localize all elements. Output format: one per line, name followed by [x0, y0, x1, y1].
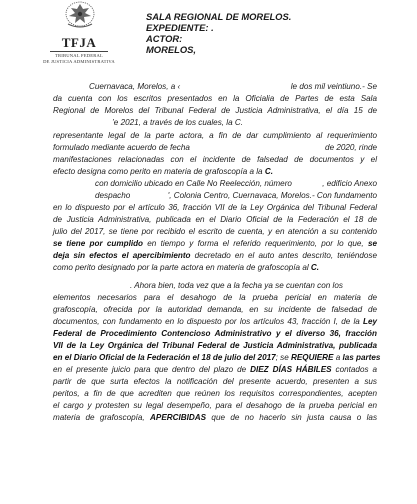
bold-text: APERCIBIDAS [150, 413, 207, 422]
court-name: SALA REGIONAL DE MORELOS. [146, 11, 292, 22]
text-line: de Justicia Administrativa, publicada en el Diario Oficial de la Federación el 18 de [53, 215, 377, 224]
text-line: con domicilio ubicado en Calle No Reelección, número , edificio Anexo [95, 179, 377, 188]
bold-text: deja sin efectos el apercibimiento [53, 251, 191, 260]
bold-text: en el Diario Oficial de la Federación el 18 de julio del 2017 [53, 353, 276, 362]
bold-text: las partes [342, 353, 381, 362]
eagle-seal-icon [58, 0, 102, 32]
text-line: se tiene por cumplido en tiempo y forma el referido requerimiento, por lo que, se [53, 239, 377, 248]
text-line: da cuenta con los escritos presentados en la Oficialia de Partes de esta Sala [53, 94, 377, 103]
text-line: en lo dispuesto por el artículo 36, fracción VII de la Ley Orgánica del Tribunal Federal [53, 203, 377, 212]
text-line: julio del 2017, se tiene por recibido el escrito de cuenta, y en atención a su contenido [53, 227, 377, 236]
bold-text: VII de la Ley Orgánica del Tribunal Federal de Justicia Administrativa, publicada [53, 341, 377, 350]
tfja-logo [36, 0, 122, 70]
text-line [53, 340, 377, 352]
bold-text: Federal de Procedimiento Contencioso Administrativo y el diverso 36, fracción [53, 329, 377, 338]
text-line: deja sin efectos el apercibimiento decretado en el auto antes descrito, teniéndose [53, 251, 377, 260]
bold-text: C. [310, 263, 320, 272]
text-line: efecto designa como perito en materia de grafoscopía a la C. [53, 167, 273, 176]
text-line: despacho ', Colonia Centro, Cuernavaca, Morelos.- Con fundamento [95, 191, 377, 200]
logo-institution-line-2: DE JUSTICIA ADMINISTRATIVA [43, 59, 115, 64]
text-line: manifestaciones relacionadas con el incidente de falsedad de documentos y el [53, 155, 377, 164]
text-line: materia de grafoscopía, APERCIBIDAS que de no hacerlo sin justa causa o las [53, 413, 378, 422]
expediente-label: EXPEDIENTE: . [146, 22, 214, 33]
bold-text: DIEZ DÍAS HÁBILES [250, 365, 332, 374]
text-line: en el Diario Oficial de la Federación el 18 de julio del 2017; se REQUIERE a las partes [53, 353, 381, 362]
text-line: ’e 2021, a través de los cuales, la C. [112, 118, 243, 127]
text-line: el cargo y protesten su legal desempeño, para el desahogo de la prueba pericial en [53, 401, 377, 410]
logo-acronym: TFJA [61, 35, 97, 50]
text-line: elementos necesarios para el desahogo de la prueba pericial en materia de [53, 293, 377, 302]
text-line: Regional de Morelos del Tribunal Federal de Justicia Administrativa, el día 15 de [53, 106, 377, 115]
logo-divider [50, 51, 108, 52]
text-line: como perito designado por la parte actora en materia de grafoscopía al C. [53, 263, 320, 272]
text-line: formulado mediante acuerdo de fecha de 2020, rinde [53, 143, 377, 152]
text-line: . Ahora bien, toda vez que a la fecha ya se cuentan con los [130, 281, 343, 290]
text-line [53, 328, 377, 340]
text-line: en el presente juicio para que dentro del plazo de DIEZ DÍAS HÁBILES contados a [53, 365, 377, 374]
place-label: MORELOS, [146, 44, 197, 55]
logo-institution-line-1: TRIBUNAL FEDERAL [54, 53, 104, 58]
bold-text: se tiene por cumplido [53, 239, 144, 248]
text-line: documentos, con fundamento en lo dispuesto por los artículos 43, fracción I, de la Ley [53, 317, 377, 326]
text-line: Cuernavaca, Morelos, a ‹ le dos mil veintiuno.- Se [89, 82, 377, 91]
bold-text: C. [264, 167, 273, 176]
case-header [146, 11, 291, 55]
text-line: grafoscopía, ofrecida por la autoridad demanda, en su incidente de falsedad de [53, 305, 377, 314]
text-line: representante legal de la parte actora, a fin de dar cumplimiento al requerimiento [53, 131, 377, 140]
text-line: peritos, a fin de que acrediten que reúnen los requisitos correspondientes, acepten [53, 389, 377, 398]
bold-text: se [367, 239, 377, 248]
bold-text: REQUIERE [290, 353, 334, 362]
bold-text: Ley [362, 317, 377, 326]
actor-label: ACTOR: [146, 33, 183, 44]
text-line: partir de que surta efectos la notificación del presente acuerdo, presenten a sus [53, 377, 377, 386]
